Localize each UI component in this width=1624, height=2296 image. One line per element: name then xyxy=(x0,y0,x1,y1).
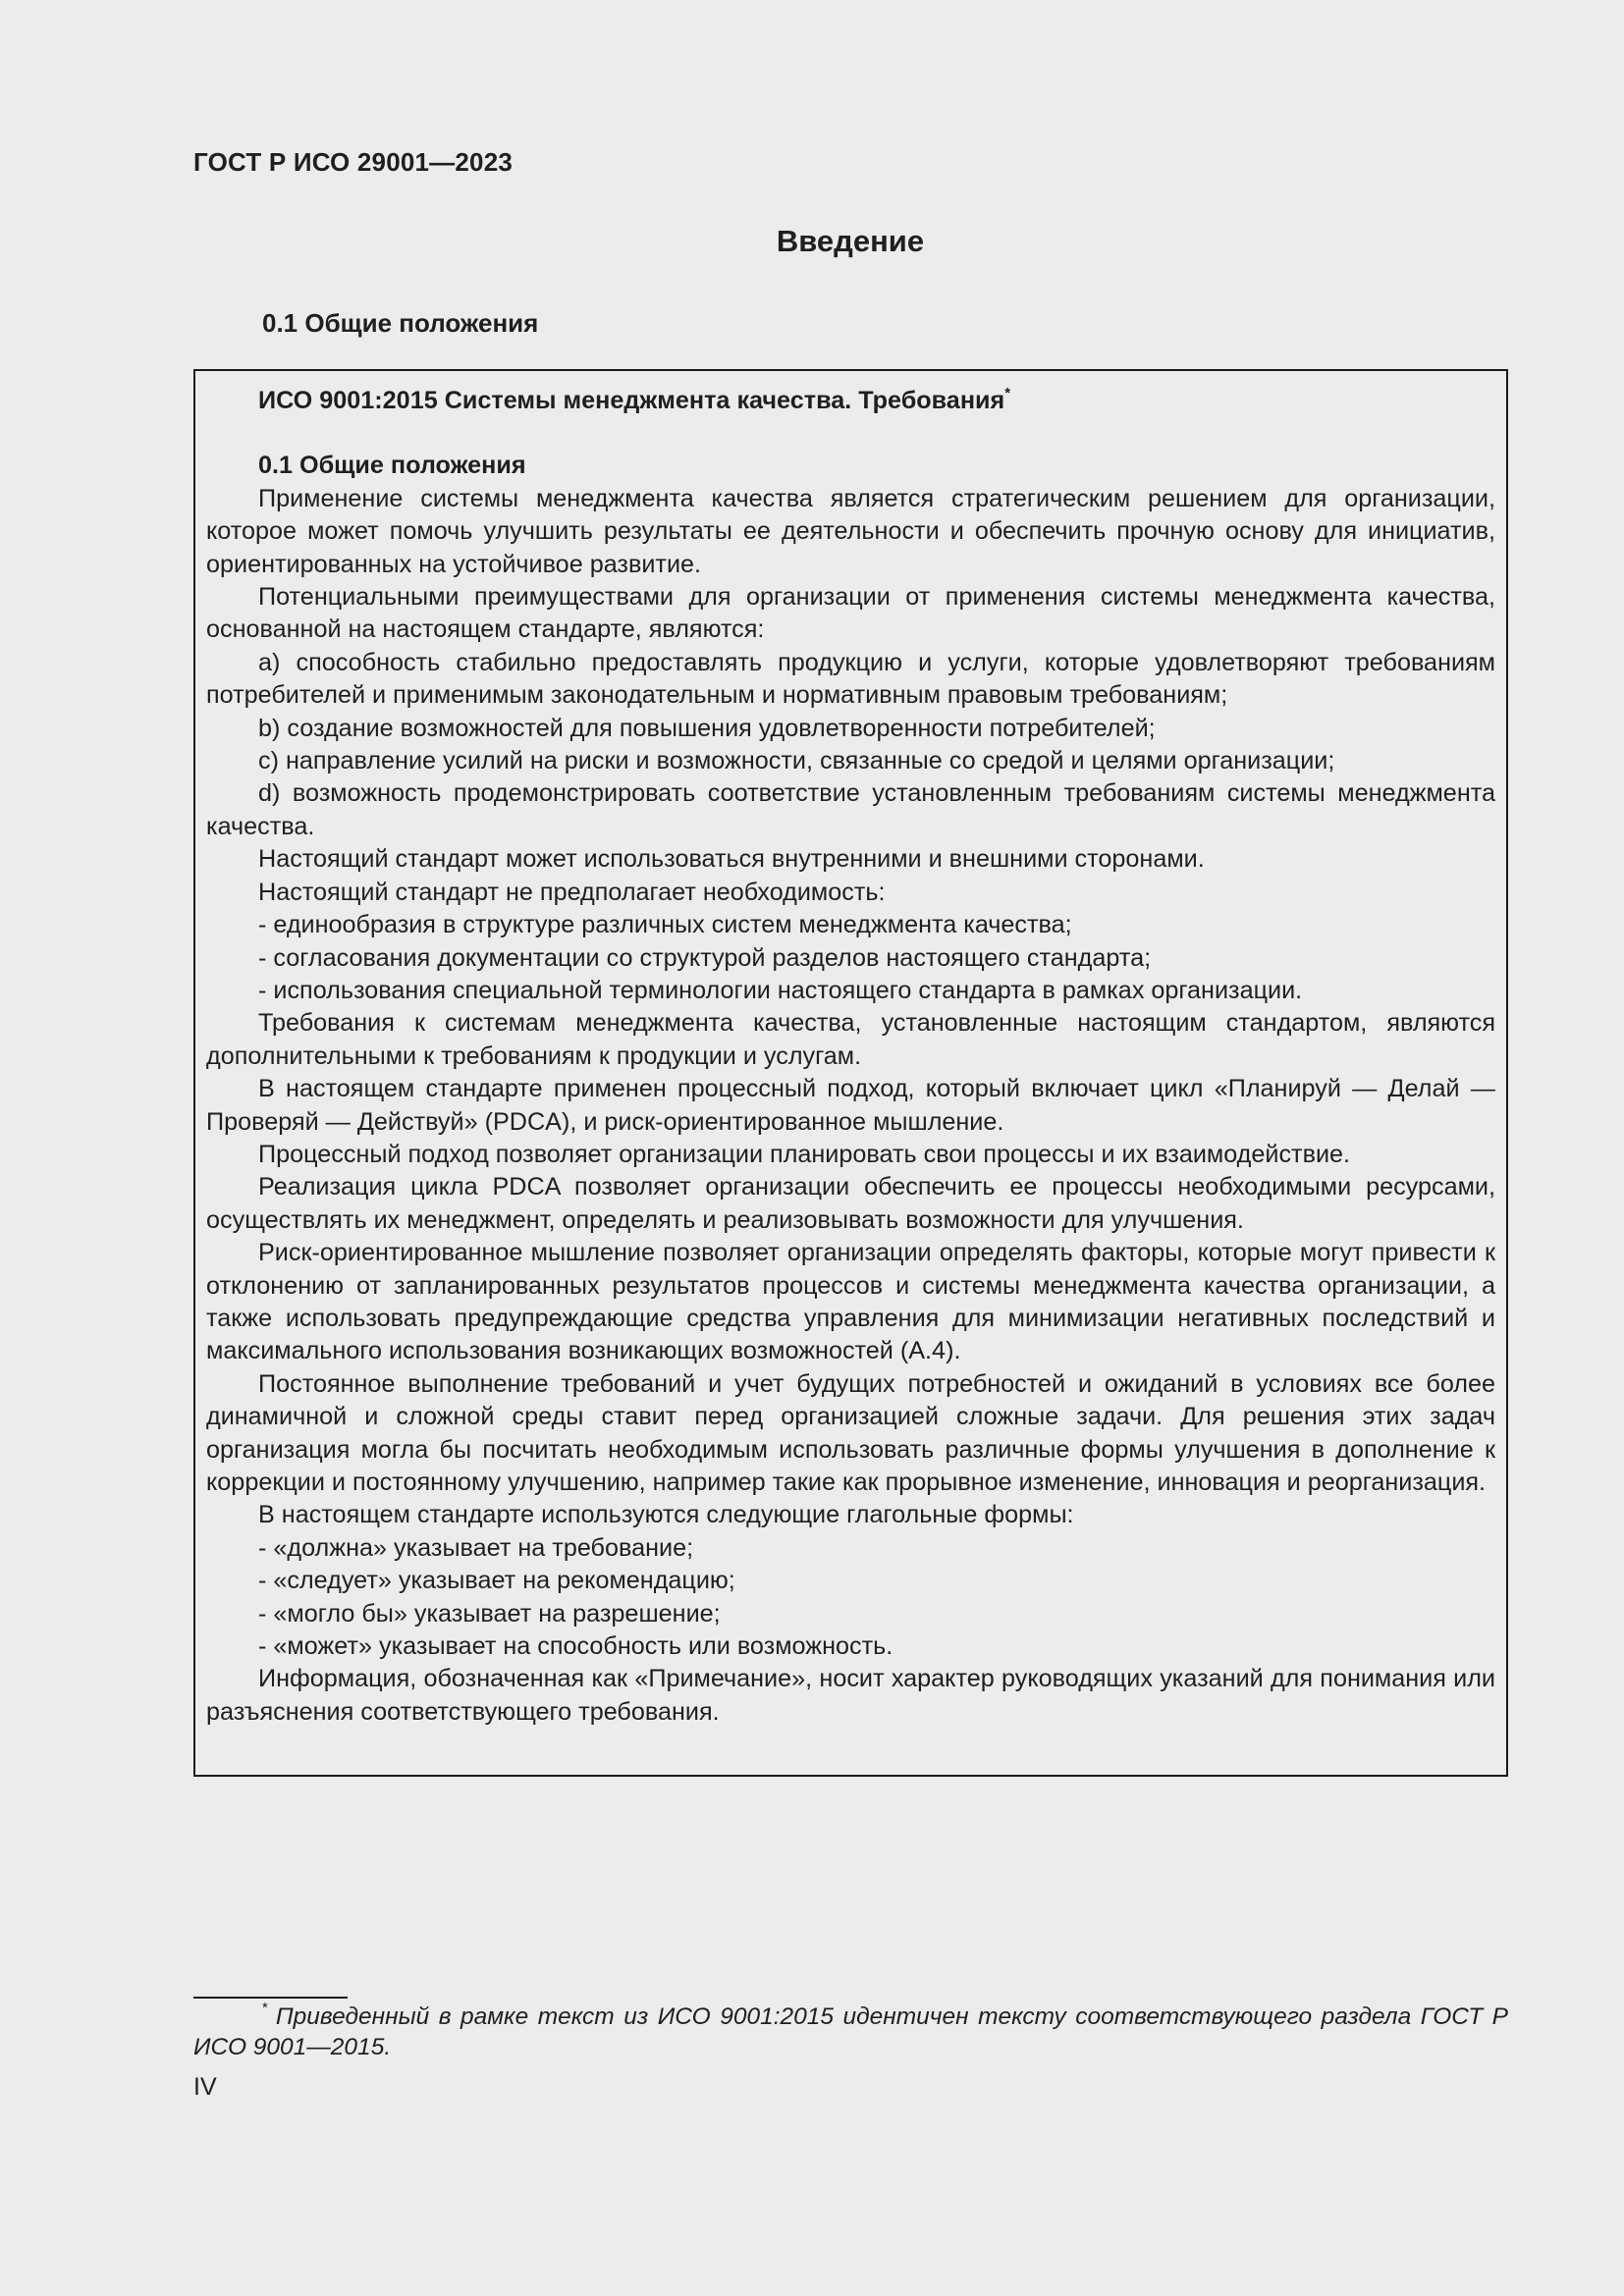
list-item: - согласования документации со структурой разделов настоящего стандарта; xyxy=(258,943,1152,972)
list-item: - «следует» указывает на рекомендацию; xyxy=(258,1567,735,1595)
paragraph: Настоящий стандарт может использоваться внутренними и внешними сторонами. xyxy=(258,845,1205,874)
footnote xyxy=(193,2002,1508,2062)
list-item: - использования специальной терминологии настоящего стандарта в рамках организации. xyxy=(258,976,1303,1004)
footnote-text: Приведенный в рамке текст из ИСО 9001:2015 идентичен тексту соответствующего раздела ГОСТ Р ИСО 9001—2015. xyxy=(193,2003,1508,2060)
footnote-mark: * xyxy=(262,2000,268,2016)
quoted-standard-box xyxy=(193,369,1508,1777)
list-item: - «может» указывает на способность или возможность. xyxy=(258,1632,893,1661)
paragraph: Информация, обозначенная как «Примечание», носит характер руководящих указаний для понимания или разъяснения соответствующего требования. xyxy=(206,1665,1495,1726)
list-item: - «должна» указывает на требование; xyxy=(258,1533,694,1562)
box-title xyxy=(206,385,1495,417)
list-item: b) создание возможностей для повышения удовлетворенности потребителей; xyxy=(258,714,1156,742)
document-number-header: ГОСТ Р ИСО 29001—2023 xyxy=(193,147,514,177)
paragraph: Потенциальными преимуществами для организации от применения системы менеджмента качества, основанной на настоящем стандарте, являются: xyxy=(206,583,1495,644)
paragraph: Риск-ориентированное мышление позволяет организации определять факторы, которые могут привести к отклонению от запланированных результатов процессов и системы менеджмента качества организации, а также использовать предупреждающие средства управления для минимизации негативных последствий и максимального использования возникающих возможностей (А.4). xyxy=(206,1239,1495,1365)
paragraph: В настоящем стандарте используются следующие глагольные формы: xyxy=(258,1501,1074,1529)
page-number: IV xyxy=(193,2073,217,2101)
paragraph: Реализация цикла PDCA позволяет организации обеспечить ее процессы необходимыми ресурсами, осуществлять их менеджмент, определять и реализовывать возможности для улучшения. xyxy=(206,1173,1495,1234)
paragraph: Процессный подход позволяет организации планировать свои процессы и их взаимодействие. xyxy=(258,1140,1351,1168)
footnote-separator xyxy=(193,1997,348,1999)
box-subheading: 0.1 Общие положения xyxy=(258,452,526,480)
list-item: - «могло бы» указывает на разрешение; xyxy=(258,1599,721,1628)
paragraph: Требования к системам менеджмента качества, установленные настоящим стандартом, являются дополнительными к требованиям к продукции и услугам. xyxy=(206,1009,1495,1070)
section-heading: 0.1 Общие положения xyxy=(262,308,539,338)
list-item: - единообразия в структуре различных систем менеджмента качества; xyxy=(258,911,1072,939)
page-title: Введение xyxy=(776,224,925,258)
list-item: a) способность стабильно предоставлять продукцию и услуги, которые удовлетворяют требованиям потребителей и применимым законодательным и нормативным правовым требованиям; xyxy=(206,648,1495,710)
paragraph: Применение системы менеджмента качества является стратегическим решением для организации, которое может помочь улучшить результаты ее деятельности и обеспечить прочную основу для инициатив, ориентированных на устойчивое развитие. xyxy=(206,484,1495,578)
box-title-text: ИСО 9001:2015 Системы менеджмента качества. Требования xyxy=(258,387,1005,414)
footnote-reference: * xyxy=(1004,384,1011,401)
list-item: c) направление усилий на риски и возможности, связанные со средой и целями организации; xyxy=(258,747,1335,775)
paragraph: В настоящем стандарте применен процессный подход, который включает цикл «Планируй — Делай — Проверяй — Действуй» (PDCA), и риск-ориентированное мышление. xyxy=(206,1075,1495,1136)
paragraph: Настоящий стандарт не предполагает необходимость: xyxy=(258,878,886,906)
list-item: d) возможность продемонстрировать соответствие установленным требованиям системы менеджмента качества. xyxy=(206,779,1495,840)
paragraph: Постоянное выполнение требований и учет будущих потребностей и ожиданий в условиях все более динамичной и сложной среды ставит перед организацией сложные задачи. Для решения этих задач организация могла бы посчитать необходимым использовать различные формы улучшения в дополнение к коррекции и постоянному улучшению, например такие как прорывное изменение, инновация и реорганизация. xyxy=(206,1369,1495,1496)
